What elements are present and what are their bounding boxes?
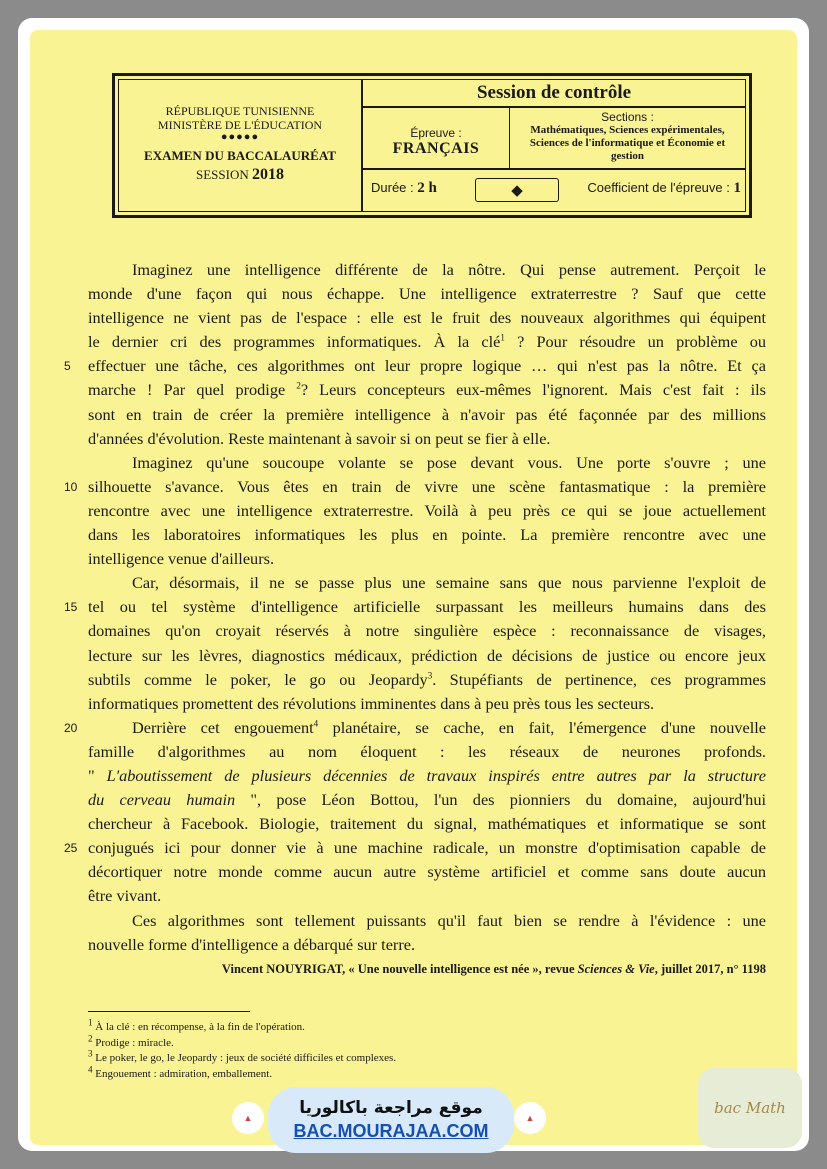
coefficient-value: 1 bbox=[733, 180, 741, 196]
exam-title: EXAMEN DU BACCALAURÉAT bbox=[144, 148, 336, 163]
exam-header-inner bbox=[118, 79, 746, 212]
text-line bbox=[88, 764, 766, 788]
text-line-content: intelligence venue d'ailleurs. bbox=[88, 549, 275, 569]
footnote-number: 4 bbox=[88, 1063, 93, 1074]
epreuve-cell bbox=[363, 108, 510, 170]
text-line-content: Car, désormais, il ne se passe plus une semaine sans que nous parvienne l'exploit de bbox=[132, 573, 766, 593]
quote-mark: " bbox=[88, 765, 107, 785]
footnote-text: Prodige : miracle. bbox=[92, 1036, 174, 1049]
separator-dots: ●●●●● bbox=[220, 131, 260, 143]
text-line-content: ? Pour résoudre un problème ou bbox=[504, 332, 766, 352]
text-line bbox=[64, 716, 766, 740]
text-line-content: nouvelle forme d'intelligence a débarqué sur terre. bbox=[88, 934, 416, 954]
text-line bbox=[88, 258, 766, 282]
text-line-content: rencontre avec une intelligence extraterrestre. Voilà à peu près ce qui se joue actuellement bbox=[88, 500, 766, 520]
session-line bbox=[119, 166, 361, 184]
text-line-content: dans les laboratoires informatiques les plus en pointe. La première rencontre avec une bbox=[88, 525, 766, 545]
footnote-ref: 2 bbox=[296, 381, 301, 392]
session-type: Session de contrôle bbox=[363, 80, 745, 108]
footnote-item bbox=[88, 1032, 396, 1052]
text-line bbox=[88, 378, 766, 402]
source-citation bbox=[88, 962, 766, 977]
text-line bbox=[88, 451, 766, 475]
text-line-content: chercheur à Facebook. Biologie, traitement du signal, mathématiques et informatique se sont bbox=[88, 814, 766, 834]
text-line bbox=[88, 909, 766, 933]
ministry-label: MINISTÈRE DE L'ÉDUCATION bbox=[157, 118, 323, 132]
text-line-content: d'années d'évolution. Reste maintenant à savoir si on peut se fier à elle. bbox=[88, 428, 551, 448]
text-line-content: famille d'algorithmes au nom éloquent : les réseaux de neurones profonds. bbox=[88, 741, 766, 761]
text-line-content: informatiques promettent des révolutions imminentes dans à peu près tous les secteurs. bbox=[88, 693, 655, 713]
republic-label: RÉPUBLIQUE TUNISIENNE bbox=[165, 104, 315, 118]
epreuve-value: FRANÇAIS bbox=[392, 140, 480, 157]
text-line bbox=[88, 306, 766, 330]
text-line-content: décortiquer notre monde comme aucun autre système artificiel et comme sans doute aucun bbox=[88, 862, 766, 882]
line-number: 25 bbox=[64, 841, 78, 856]
duration-label: Durée : bbox=[371, 180, 414, 195]
footnote-number: 3 bbox=[88, 1048, 93, 1059]
text-line-content: le dernier cri des programmes informatiques. À la clé bbox=[88, 332, 501, 352]
text-line bbox=[64, 354, 766, 378]
text-line bbox=[88, 692, 766, 716]
footnote-text: Engouement : admiration, emballement. bbox=[92, 1067, 273, 1080]
text-line bbox=[88, 282, 766, 306]
text-line-content: Derrière cet engouement bbox=[132, 717, 314, 737]
text-line-content: effectuer une tâche, ces algorithmes ont leur propre logique … qui n'est pas la nôtre. Et ça bbox=[88, 356, 766, 376]
coefficient-cell bbox=[587, 170, 741, 206]
exam-header-box bbox=[112, 73, 752, 218]
text-line-content: Imaginez une intelligence différente de la nôtre. Qui pense autrement. Perçoit le bbox=[132, 260, 766, 279]
text-line-content: tel ou tel système d'intelligence artificielle surpassant les meilleurs humains dans des bbox=[88, 597, 766, 617]
diamond-icon: ◆ bbox=[475, 178, 559, 202]
text-line-content: ", pose Léon Bottou, l'un des pionniers du domaine, aujourd'hui bbox=[235, 790, 766, 810]
exam-details-block bbox=[363, 80, 745, 211]
coefficient-label: Coefficient de l'épreuve : bbox=[587, 180, 730, 195]
text-line bbox=[64, 595, 766, 619]
text-line-content: subtils comme le poker, le go ou Jeopardy bbox=[88, 669, 428, 689]
sections-value: Mathématiques, Sciences expérimentales, Sciences de l'informatique et Économie et gestion bbox=[529, 124, 726, 162]
epreuve-label: Épreuve : bbox=[410, 126, 462, 140]
quotation-text: L'aboutissement de plusieurs décennies de travaux inspirés entre autres par la structure bbox=[106, 765, 766, 785]
site-logo-icon: ▲ bbox=[232, 1102, 264, 1134]
text-line bbox=[88, 330, 766, 354]
footnote-number: 2 bbox=[88, 1032, 93, 1043]
footnote-item bbox=[88, 1048, 397, 1067]
text-line-content: domaines qu'on croyait réservés à notre singulière espèce : reconnaissance de visages, bbox=[88, 621, 766, 641]
text-line-content: ? Leurs concepteurs eux-mêmes l'ignorent. Mais c'est fait : ils bbox=[300, 380, 767, 400]
line-number: 5 bbox=[64, 359, 71, 374]
text-line bbox=[88, 499, 766, 523]
footnote-text: Le poker, le go, le Jeopardy : jeux de société difficiles et complexes. bbox=[92, 1052, 397, 1064]
text-line bbox=[88, 403, 766, 427]
text-line bbox=[88, 740, 766, 764]
line-number: 10 bbox=[64, 479, 78, 494]
source-journal: Sciences & Vie bbox=[577, 962, 655, 976]
text-line bbox=[64, 475, 766, 499]
source-date: , juillet 2017, n° 1198 bbox=[654, 962, 766, 976]
sections-cell bbox=[510, 108, 745, 170]
text-line bbox=[88, 547, 766, 571]
sections-label: Sections : bbox=[601, 110, 654, 124]
text-line bbox=[88, 619, 766, 643]
site-url[interactable]: BAC.MOURAJAA.COM bbox=[293, 1121, 489, 1141]
text-line bbox=[64, 836, 766, 860]
site-arabic-name: موقع مراجعة باكالوريا bbox=[299, 1098, 483, 1118]
text-line bbox=[88, 427, 766, 451]
text-line-content: lecture sur les lèvres, diagnostics médicaux, prédiction de décisions de justice ou encore jeux bbox=[88, 645, 766, 665]
text-line bbox=[88, 933, 766, 957]
text-line-content: . Stupéfiants de pertinence, ces programmes bbox=[432, 669, 766, 689]
line-number: 15 bbox=[64, 600, 78, 615]
text-line bbox=[88, 571, 766, 595]
text-line bbox=[88, 812, 766, 836]
text-line bbox=[88, 884, 766, 908]
footnotes bbox=[88, 1017, 397, 1082]
duration-cell bbox=[363, 170, 471, 206]
footnote-number: 1 bbox=[88, 1017, 93, 1028]
line-number: 20 bbox=[64, 720, 78, 735]
footnote-item bbox=[88, 1017, 396, 1036]
text-line bbox=[88, 523, 766, 547]
text-line-content: sont en train de créer la première intelligence à n'avoir pas été façonnée par des millions bbox=[88, 404, 766, 424]
text-line bbox=[88, 788, 766, 812]
duration-value: 2 h bbox=[417, 180, 437, 196]
session-year: 2018 bbox=[252, 166, 284, 183]
bac-math-watermark: bac Math bbox=[698, 1068, 802, 1148]
footnote-item bbox=[88, 1063, 396, 1083]
source-author: Vincent NOUYRIGAT, « Une nouvelle intelligence est née », revue bbox=[221, 962, 578, 976]
text-line-content: silhouette s'avance. Vous êtes en train de vivre une scène fantasmatique : la première bbox=[88, 476, 766, 496]
text-line-content: intelligence ne vient pas de l'espace : elle est le fruit des nouveaux algorithmes qui équipent bbox=[88, 308, 766, 328]
quotation-text: du cerveau humain bbox=[88, 790, 236, 810]
passage-text bbox=[64, 258, 767, 957]
footnote-text: À la clé : en récompense, à la fin de l'opération. bbox=[92, 1021, 305, 1033]
text-line-content: monde d'une façon qui nous échappe. Une intelligence extraterrestre ? Sauf que cette bbox=[88, 284, 766, 304]
text-line bbox=[88, 860, 766, 884]
text-line-content: conjugués ici pour donner vie à une machine radicale, un monstre d'optimisation capable de bbox=[88, 838, 766, 858]
text-line-content: être vivant. bbox=[88, 886, 162, 906]
footnote-ref: 4 bbox=[313, 718, 319, 729]
footnote-divider bbox=[88, 1011, 250, 1012]
institution-block bbox=[119, 80, 363, 211]
text-line-content: Imaginez qu'une soucoupe volante se pose devant vous. Une porte s'ouvre ; une bbox=[132, 452, 766, 472]
text-line bbox=[88, 668, 766, 692]
text-line-content: marche ! Par quel prodige bbox=[88, 380, 297, 400]
text-line bbox=[88, 644, 766, 668]
session-label: SESSION bbox=[196, 167, 249, 182]
footnote-ref: 3 bbox=[427, 670, 433, 681]
text-line-content: planétaire, se cache, en fait, l'émergence d'une nouvelle bbox=[318, 717, 766, 737]
site-badge-link[interactable] bbox=[268, 1087, 514, 1153]
site-logo-icon: ▲ bbox=[514, 1102, 546, 1134]
footnote-ref: 1 bbox=[500, 332, 505, 343]
text-line-content: Ces algorithmes sont tellement puissants qu'il faut bien se rendre à l'évidence : une bbox=[132, 910, 766, 930]
